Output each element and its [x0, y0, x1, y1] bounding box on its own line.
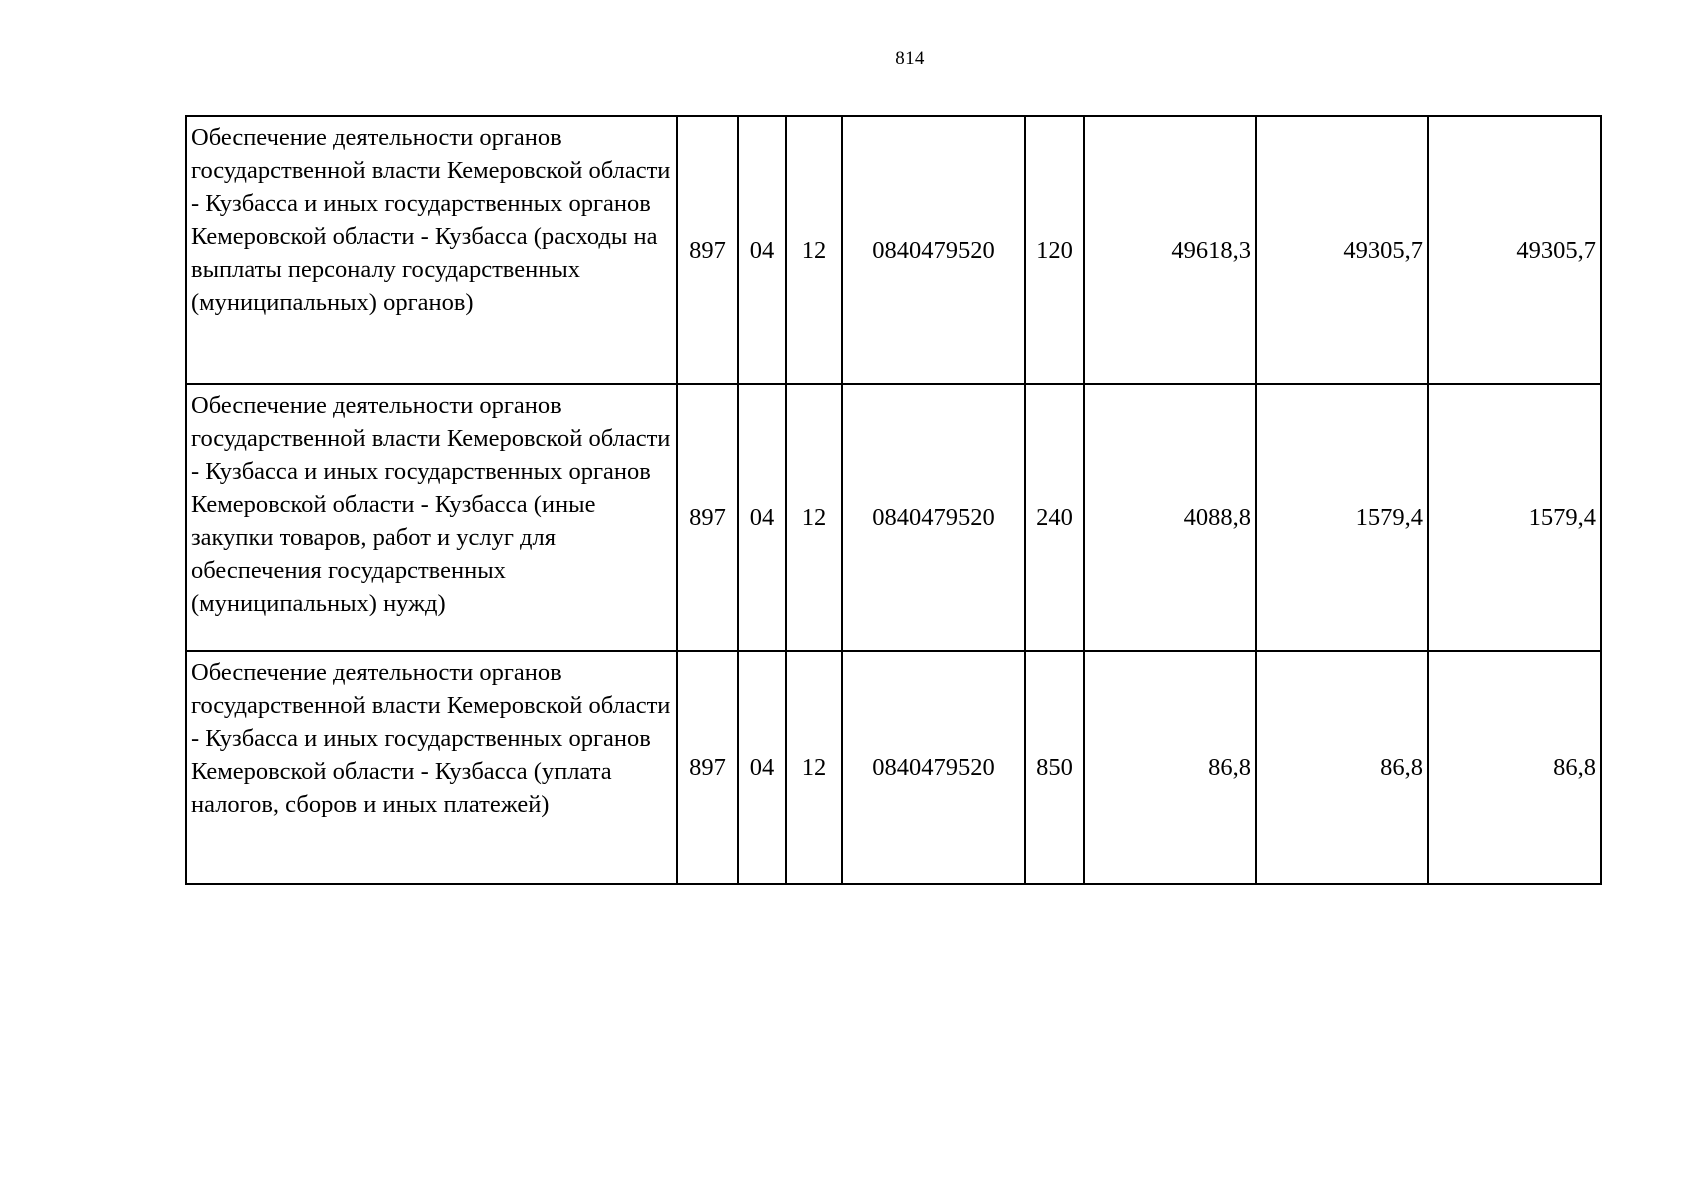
budget-table — [185, 115, 1602, 885]
target-article-code: 0840479520 — [842, 116, 1025, 384]
expense-description: Обеспечение деятельности органов государственной власти Кемеровской области - Кузбасса и иных государственных органов Кемеровской области - Кузбасса (иные закупки товаров, работ и услуг для обеспечения государственных (муниципальных) нужд) — [186, 384, 677, 651]
table-row — [186, 116, 1601, 384]
amount-cell: 86,8 — [1256, 651, 1428, 884]
amount-cell: 49618,3 — [1084, 116, 1256, 384]
target-article-code: 0840479520 — [842, 384, 1025, 651]
amount-cell: 86,8 — [1084, 651, 1256, 884]
ministry-code: 897 — [677, 651, 738, 884]
amount-cell: 1579,4 — [1428, 384, 1601, 651]
subsection-code: 12 — [786, 384, 842, 651]
subsection-code: 12 — [786, 651, 842, 884]
amount-cell: 1579,4 — [1256, 384, 1428, 651]
expense-description: Обеспечение деятельности органов государственной власти Кемеровской области - Кузбасса и иных государственных органов Кемеровской области - Кузбасса (уплата налогов, сборов и иных платежей) — [186, 651, 677, 884]
table-row — [186, 384, 1601, 651]
expense-type-code: 120 — [1025, 116, 1084, 384]
section-code: 04 — [738, 116, 786, 384]
amount-cell: 49305,7 — [1428, 116, 1601, 384]
section-code: 04 — [738, 651, 786, 884]
amount-cell: 49305,7 — [1256, 116, 1428, 384]
table-row — [186, 651, 1601, 884]
expense-type-code: 850 — [1025, 651, 1084, 884]
expense-type-code: 240 — [1025, 384, 1084, 651]
ministry-code: 897 — [677, 384, 738, 651]
subsection-code: 12 — [786, 116, 842, 384]
page-number: 814 — [895, 48, 925, 69]
ministry-code: 897 — [677, 116, 738, 384]
amount-cell: 4088,8 — [1084, 384, 1256, 651]
amount-cell: 86,8 — [1428, 651, 1601, 884]
section-code: 04 — [738, 384, 786, 651]
expense-description: Обеспечение деятельности органов государственной власти Кемеровской области - Кузбасса и иных государственных органов Кемеровской области - Кузбасса (расходы на выплаты персоналу государственных (муниципальных) органов) — [186, 116, 677, 384]
target-article-code: 0840479520 — [842, 651, 1025, 884]
